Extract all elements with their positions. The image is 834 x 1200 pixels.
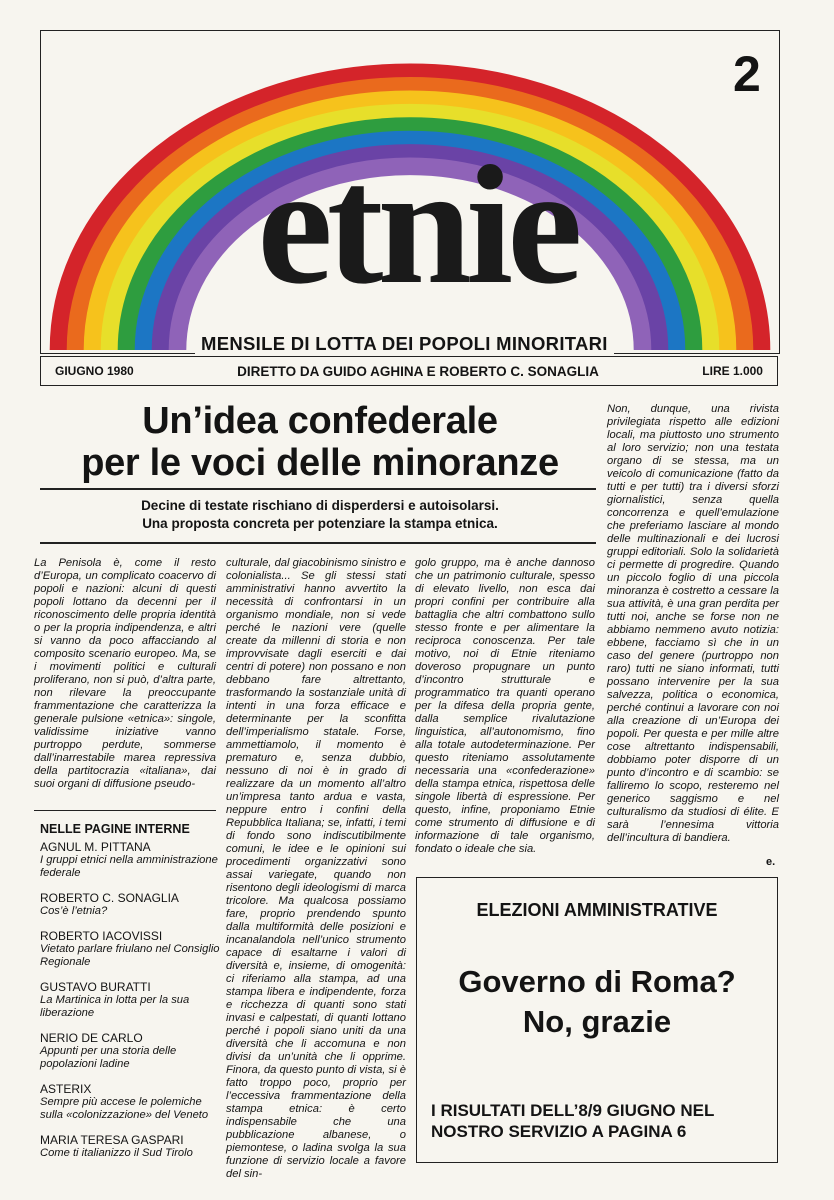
deck-line-2: Una proposta concreta per potenziare la stampa etnica. [142, 516, 498, 531]
box-headline [417, 962, 777, 1042]
column-1-rule [34, 810, 216, 811]
toc-item [40, 1031, 220, 1071]
toc-description: Come ti italianizzo il Sud Tirolo [40, 1147, 193, 1159]
article-headline [40, 400, 600, 484]
toc-author: MARIA TERESA GASPARI [40, 1133, 184, 1147]
directors-line: DIRETTO DA GUIDO AGHINA E ROBERTO C. SONAGLIA [237, 363, 599, 379]
toc-item [40, 1133, 220, 1160]
article-deck [40, 497, 600, 533]
toc-author: ROBERTO IACOVISSI [40, 929, 163, 943]
box-footer: I RISULTATI DELL’8/9 GIUGNO NEL NOSTRO SERVIZIO A PAGINA 6 [431, 1101, 715, 1141]
toc-author: ROBERTO C. SONAGLIA [40, 891, 179, 905]
article-column-1 [34, 557, 216, 791]
article-column-2 [226, 557, 406, 1181]
toc-author: NERIO DE CARLO [40, 1031, 143, 1045]
toc-item [40, 980, 220, 1020]
issue-price: LIRE 1.000 [702, 364, 763, 378]
headline-line-2: per le voci delle minoranze [81, 442, 559, 484]
toc-list [40, 840, 220, 1171]
issue-date: GIUGNO 1980 [55, 364, 134, 378]
box-headline-line-2: No, grazie [522, 1004, 672, 1039]
deck-line-1: Decine di testate rischiano di disperdersi e autoisolarsi. [141, 498, 499, 513]
headline-line-1: Un’idea confederale [142, 400, 498, 442]
headline-rule [40, 488, 596, 490]
column-1-text: La Penisola è, come il resto d’Europa, un complicato coacervo di popoli e nazioni: alcuni di questi popoli lottano da decenni per il riconoscimento delle propria identità o per la propria indipendenza, e altri si vanno da poco affacciando al composito scenario europeo. Ma, se i movimenti politici e culturali proliferano, non si può, d’altra parte, non rilevare la preoccupante frammentazione che caratterizza la generale pulsione «etnica»: singole, validissime iniziative vanno purtroppo perdute, sommerse dall’inarrestabile marea repressiva della partitocrazia «italiana», dai suoi organi di diffusione pseudo- [34, 557, 216, 790]
masthead-title: etnie [257, 131, 577, 319]
box-headline-line-1: Governo di Roma? [458, 964, 736, 999]
article-signature: e. [766, 856, 776, 868]
column-4-text: Non, dunque, una rivista privilegiata rispetto alle edizioni locali, ma piuttosto uno strumento al loro servizio; non una testata organo di se stessa, ma un veicolo di comunicazione (fatto da tutti e per tutti) tra i diversi sforzi giornalistici, senza quella concorrenza e quell’emulazione che preferiamo lasciare al mondo delle multinazionali e dei lucrosi gruppi editoriali. Solo la solidarietà ci permette di progredire. Quando un piccolo foglio di una piccola minoranza è costretto a cessare la sua attività, è una gran perdita per tutti noi, anche se forse non ne abbiamo nemmeno avuto notizia: ebbene, facciamo sì che in un caso del genere (purtroppo non raro) tutti ne siano informati, tutti possano intervenire per la sua salvezza, politica o economica, perché continui a lavorare con noi alla creazione di un’Europa dei popoli. Per questa e per mille altre cose altrettanto indispensabili, dobbiamo poter disporre di un punto d’incontro e di scambio: se falliremo lo scopo, resteremo nel generico saggismo e nel culturalismo da studiosi di élite. E sarà l’ennesima vittoria dell’incultura di bandiera. [607, 403, 779, 844]
column-2-text: culturale, dal giacobinismo sinistro e colonialista... Se gli stessi stati amministrativi hanno avvertito la necessità di confrontarsi in un organismo mondiale, non si vede perché le nazioni vere (quelle create da millenni di storia e non improvvisate dagli eserciti e dai centri di potere) non possano e non debbano fare altrettanto, trasformando la sostanziale unità di intenti in una forza efficace e determinante per la sconfitta dell’imperialismo statale. Forse, ammettiamolo, il momento è prematuro e, senza dubbio, nessuno di noi è in grado di realizzare da un momento all’altro un’impresa tanto ardua e vasta, neppure entro i confini della Repubblica Italiana; se, infatti, i temi di fondo sono indiscutibilmente comuni, le idee e le opinioni sui procedimenti organizzativi sono assai variegate, quando non risentono degli ideologismi di marca tricolore. Ma qualcosa possiamo fare, proprio prendendo spunto dalla multiformità delle posizioni e incanalandola nell’unico strumento capace di esaltarne i valori di diversità e, insieme, di omogenità: ci riferiamo alla stampa, ad una stampa libera e indipendente, forza e ricchezza di quanti sono stati invasi e calpestati, di quanti lottano perché i popoli siano uniti da una diversità che li accomuna e non divisi da un’unità che li opprime. Finora, da questo punto di vista, si è fatto troppo poco, proprio per l’eccessiva frammentazione della stampa etnica: è certo indispensabile che una pubblicazione albanese, o piemontese, o ladina svolga la sua funzione di servizio locale a favore del sin- [226, 557, 406, 1180]
toc-description: Cos’è l’etnia? [40, 905, 108, 917]
info-bar [40, 356, 778, 386]
column-3-text: golo gruppo, ma è anche dannoso che un patrimonio culturale, spesso di elevato livello, non esca dai propri confini per contribuire alla battaglia che altri combattono sullo stesso fronte e per alimentare la reciproca conoscenza. Per tale motivo, noi di Etnie riteniamo doveroso propugnare un punto d’incontro strutturale e programmatico tra quanti operano per la difesa della propria gente, dalla semplice rivalutazione linguistica, all’autonomismo, fino alla totale autodeterminazione. Per questo riteniamo assolutamente necessaria una «confederazione» della stampa etnica, rispettosa delle singole libertà di espressione. Per questo, infine, proponiamo Etnie come strumento di diffusione e di informazione di tale organismo, fondato o ideale che sia. [415, 557, 595, 855]
masthead-subtitle: MENSILE DI LOTTA DEI POPOLI MINORITARI [195, 333, 614, 355]
toc-author: ASTERIX [40, 1082, 92, 1096]
toc-description: Vietato parlare friulano nel Consiglio Regionale [40, 943, 220, 968]
toc-description: Sempre più accese le polemiche sulla «colonizzazione» del Veneto [40, 1096, 209, 1121]
election-box [416, 877, 778, 1163]
issue-number: 2 [733, 46, 761, 102]
toc-item [40, 929, 220, 969]
toc-item [40, 1082, 220, 1122]
toc-description: I gruppi etnici nella amministrazione federale [40, 854, 218, 879]
article-column-4 [607, 403, 779, 845]
deck-rule [40, 542, 596, 544]
toc-author: AGNUL M. PITTANA [40, 840, 151, 854]
toc-description: Appunti per una storia delle popolazioni ladine [40, 1045, 177, 1070]
article-column-3 [415, 557, 595, 856]
toc-description: La Martinica in lotta per la sua liberazione [40, 994, 190, 1019]
toc-author: GUSTAVO BURATTI [40, 980, 151, 994]
toc-item [40, 840, 220, 880]
box-title: ELEZIONI AMMINISTRATIVE [476, 900, 718, 920]
toc-title: NELLE PAGINE INTERNE [40, 822, 190, 836]
toc-item [40, 891, 220, 918]
